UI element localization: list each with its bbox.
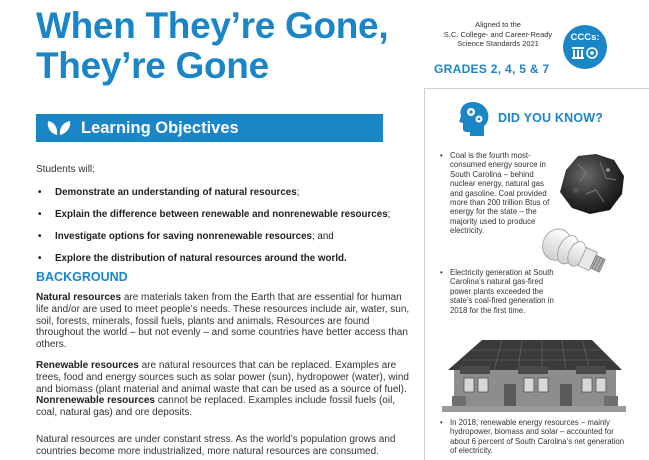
ccc-label: CCCs:: [570, 32, 600, 43]
term-natural-resources: Natural resources: [36, 292, 122, 303]
standards-alignment: [428, 20, 568, 49]
fact-text: Coal is the fourth most-consumed energy source in South Carolina – behind nuclear energy, natural gas and gasoline. Coal provided more than 200 trillion Btus of energy for the state – the majority used to produce electricity.: [450, 151, 550, 236]
grades-label: GRADES 2, 4, 5 & 7: [434, 62, 550, 76]
aligned-line-3: Science Standards 2021: [457, 39, 539, 48]
ccc-icons: [563, 46, 607, 65]
objective-text: Demonstrate an understanding of natural resources: [55, 187, 297, 198]
brain-gears-icon: [458, 100, 490, 141]
objectives-list: [36, 176, 416, 264]
cfl-bulb-image: [532, 222, 612, 293]
bullet: •: [440, 418, 443, 427]
objective-text: Investigate options for saving nonrenewable resources: [55, 231, 312, 242]
bullet: •: [38, 253, 42, 264]
background-paragraph-2: [36, 360, 414, 419]
objective-text: Explain the difference between renewable and nonrenewable resources: [55, 209, 388, 220]
objective-text: Explore the distribution of natural resources around the world.: [55, 253, 347, 264]
bullet: •: [38, 187, 42, 198]
bullet: •: [38, 231, 42, 242]
list-item: [36, 187, 416, 198]
term-nonrenewable: Nonrenewable resources: [36, 395, 155, 407]
aligned-line-1: Aligned to the: [475, 20, 521, 29]
did-you-know-title: DID YOU KNOW?: [498, 111, 604, 125]
paragraph-text: are natural resources that can be replaced. Examples are trees, food and energy sources such as solar power (sun), hydropower (water), wind and biomass (plant material and animal waste that can be used as a source of fuel).: [36, 360, 409, 395]
bullet: •: [38, 209, 42, 220]
page-title: [36, 6, 416, 86]
leaves-icon: [46, 119, 72, 137]
title-line-1: When They’re Gone,: [36, 5, 389, 46]
learning-objectives-banner: [36, 114, 383, 142]
fact-text: In 2018, renewable energy resources – mainly hydropower, biomass and solar – accounted for about 6 percent of South Carolina’s net generation of electricity.: [450, 418, 625, 456]
pillar-icon: [570, 46, 600, 60]
background-heading: BACKGROUND: [36, 270, 128, 284]
objective-tail: ;: [387, 209, 391, 220]
coal-image: [556, 150, 628, 221]
objectives-intro: Students will:: [36, 164, 95, 175]
bullet: •: [440, 151, 443, 160]
background-paragraph-1: [36, 292, 414, 351]
sidebar-top-divider: [424, 88, 649, 89]
term-renewable: Renewable resources: [36, 360, 139, 371]
ccc-badge: [563, 25, 607, 69]
objective-tail: ; and: [311, 231, 334, 242]
paragraph-text: are materials taken from the Earth that are essential for human life and/or are used to meet people’s needs. These resources include air, water, sun, soil, forests, minerals, fossil fuels, plants and animals. Resources are found throughout the world – but not evenly – and some countries have better access than others.: [36, 292, 410, 351]
objective-tail: ;: [296, 187, 300, 198]
bullet: •: [440, 268, 443, 277]
list-item: [36, 209, 416, 220]
title-line-2: They’re Gone: [36, 45, 269, 86]
list-item: [36, 253, 416, 264]
background-paragraph-3: Natural resources are under constant stress. As the world’s population grows and countries become more industrialized, more natural resources are consumed.: [36, 434, 396, 457]
paragraph-text: cannot be replaced. Examples include fossil fuels (oil, coal, natural gas) and ore deposits.: [36, 395, 396, 419]
list-item: [36, 231, 416, 242]
solar-house-image: [442, 336, 626, 417]
aligned-line-2: S.C. College- and Career-Ready: [443, 29, 553, 39]
column-divider: [424, 88, 425, 460]
fact-text: Electricity generation at South Carolina’s natural gas-fired power plants exceeded the state’s coal-fired generation in 2018 for the first time.: [450, 268, 554, 315]
banner-label: Learning Objectives: [81, 119, 239, 137]
fact-item: [440, 418, 630, 456]
